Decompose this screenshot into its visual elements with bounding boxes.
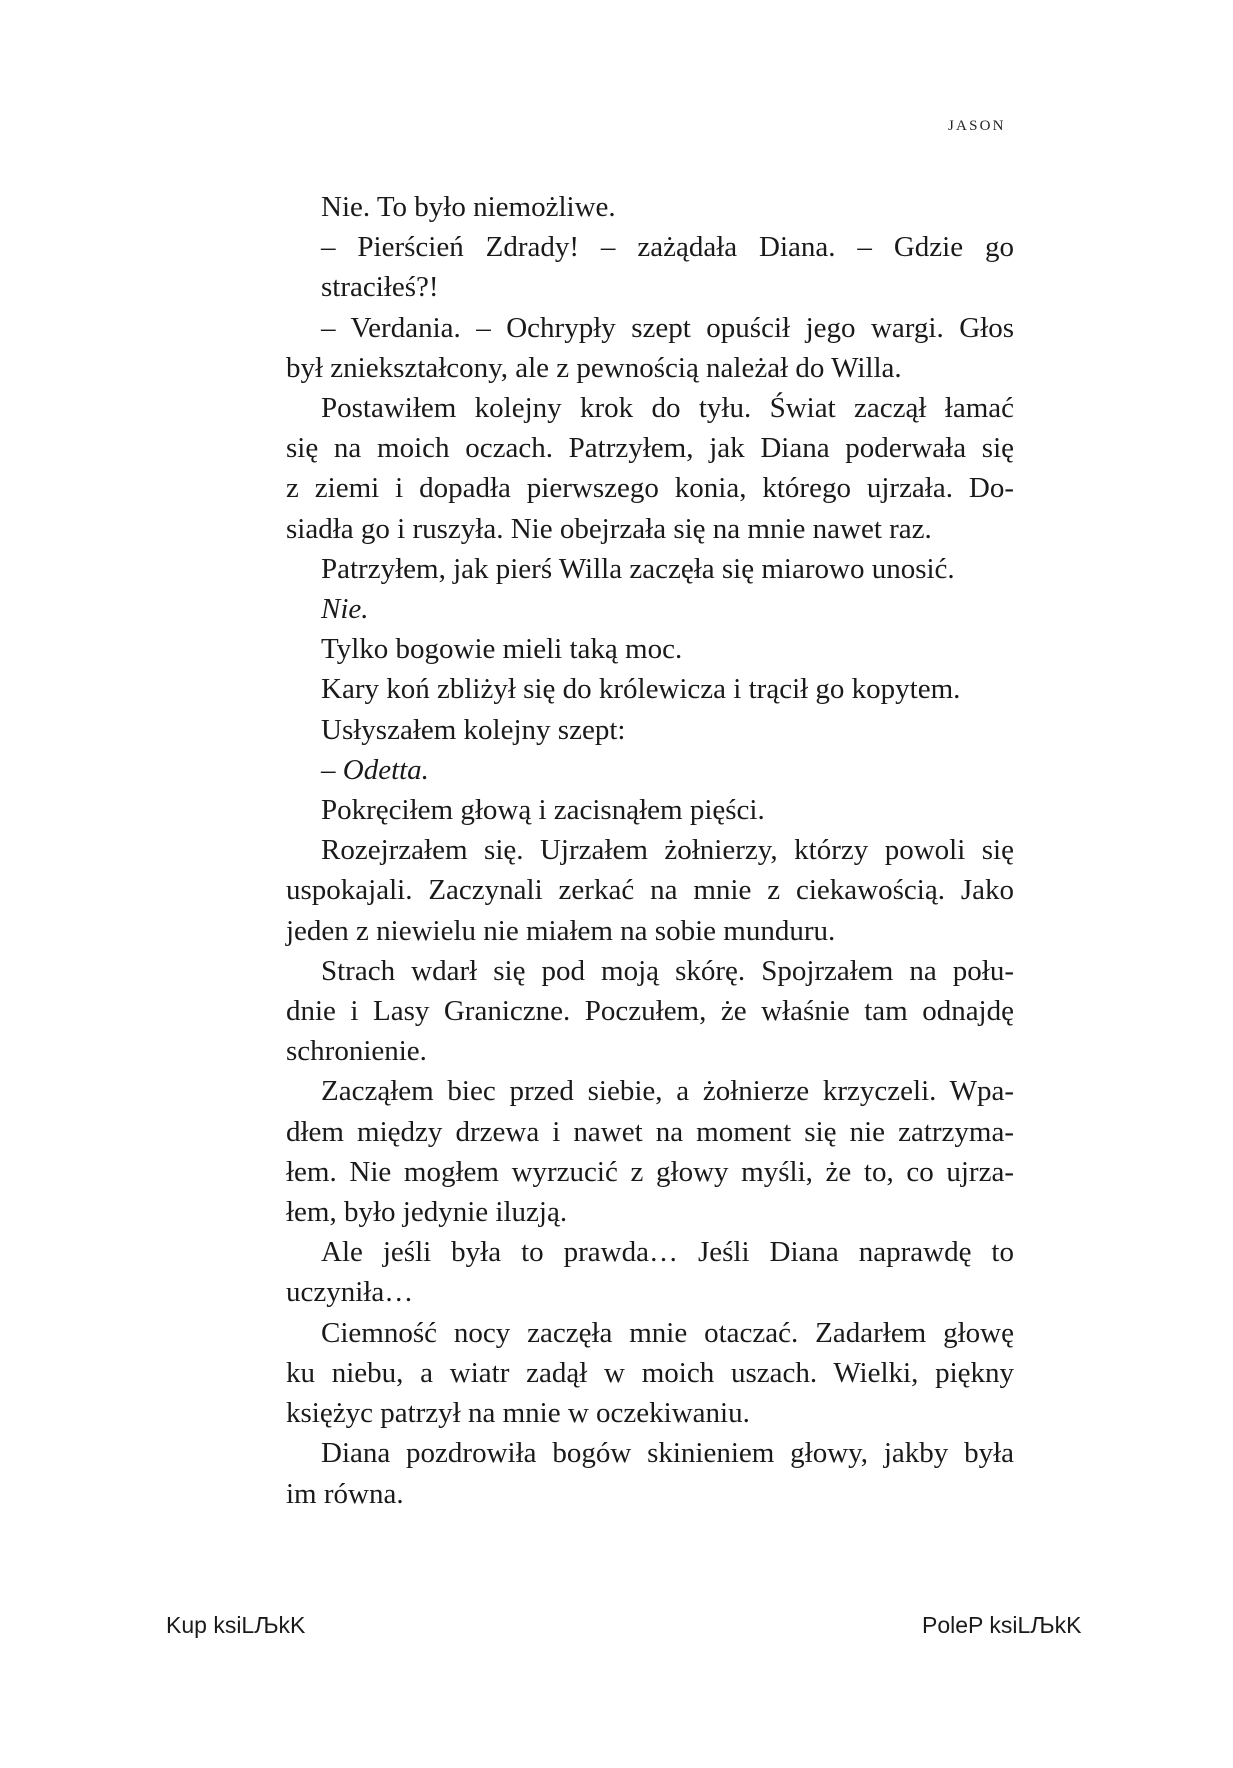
rate-book-link[interactable]: PoleP ksiLЉkK	[922, 1612, 1082, 1638]
text-line: uczyniła…	[286, 1276, 414, 1309]
text-line: Ciemność nocy zaczęła mnie otaczać. Zadarłem głowę	[321, 1316, 1014, 1349]
text-line: Pokręciłem głową i zacisnąłem pięści.	[321, 794, 765, 827]
text-line: Rozejrzałem się. Ujrzałem żołnierzy, którzy powoli się	[321, 834, 1014, 867]
text-line: – Odetta.	[321, 753, 429, 786]
text-line: schronienie.	[286, 1035, 427, 1068]
text-line: był zniekształcony, ale z pewnością należał do Willa.	[286, 351, 902, 384]
running-header: JASON	[948, 118, 1006, 134]
text-line: dłem między drzewa i nawet na moment się nie zatrzyma-	[286, 1115, 1014, 1148]
text-line: księżyc patrzył na mnie w oczekiwaniu.	[286, 1397, 750, 1430]
text-line: łem, było jedynie iluzją.	[286, 1196, 568, 1229]
text-line: – Verdania. – Ochrypły szept opuścił jego wargi. Głos	[321, 311, 1014, 344]
text-line: siadła go i ruszyła. Nie obejrzała się na mnie nawet raz.	[286, 512, 932, 545]
text-line: łem. Nie mogłem wyrzucić z głowy myśli, że to, co ujrza-	[286, 1155, 1014, 1188]
text-line: Diana pozdrowiła bogów skinieniem głowy, jakby była	[321, 1437, 1014, 1470]
text-line: – Pierścień Zdrady! – zażądała Diana. – Gdzie go straciłeś?!	[321, 231, 1014, 304]
text-line: im równa.	[286, 1477, 404, 1510]
text-line: Zacząłem biec przed siebie, a żołnierze krzyczeli. Wpa-	[321, 1075, 1014, 1108]
text-line: Ale jeśli była to prawda… Jeśli Diana naprawdę to	[321, 1236, 1014, 1269]
text-line: Patrzyłem, jak pierś Willa zaczęła się miarowo unosić.	[321, 552, 955, 585]
text-line: z ziemi i dopadła pierwszego konia, którego ujrzała. Do-	[286, 472, 1014, 505]
text-line: dnie i Lasy Graniczne. Poczułem, że właśnie tam odnajdę	[286, 995, 1014, 1028]
buy-book-link[interactable]: Kup ksiLЉkK	[166, 1612, 306, 1638]
text-line: Kary koń zbliżył się do królewicza i trącił go kopytem.	[321, 673, 961, 706]
text-line: ku niebu, a wiatr zadął w moich uszach. Wielki, piękny	[286, 1356, 1014, 1389]
text-line: Nie.	[321, 593, 369, 626]
text-line: jeden z niewielu nie miałem na sobie munduru.	[286, 914, 836, 947]
text-line: uspokajali. Zaczynali zerkać na mnie z ciekawością. Jako	[286, 874, 1014, 907]
chapter-body-text	[286, 187, 1014, 1514]
text-line: Usłyszałem kolejny szept:	[321, 713, 626, 746]
text-line: się na moich oczach. Patrzyłem, jak Diana poderwała się	[286, 432, 1014, 465]
text-line: Strach wdarł się pod moją skórę. Spojrzałem na połu-	[321, 954, 1014, 987]
text-line: Postawiłem kolejny krok do tyłu. Świat zaczął łamać	[321, 392, 1014, 425]
text-line: Tylko bogowie mieli taką moc.	[321, 633, 683, 666]
text-line: Nie. To było niemożliwe.	[321, 191, 616, 223]
